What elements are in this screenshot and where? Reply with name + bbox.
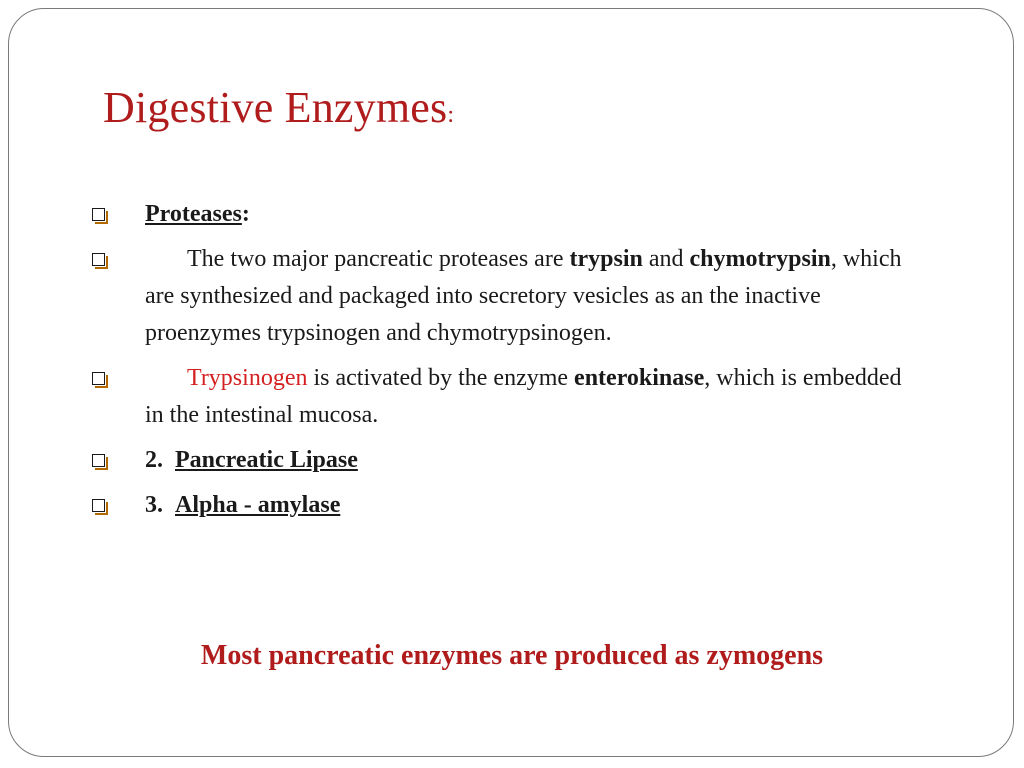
trypsin-term: trypsin — [569, 246, 643, 272]
trypsinogen-term: Trypsinogen — [187, 365, 308, 391]
lipase-number: 2. — [145, 447, 163, 473]
bullet-amylase — [90, 487, 910, 524]
title-text: Digestive Enzymes — [103, 83, 448, 132]
footer-note: Most pancreatic enzymes are produced as zymogens — [200, 640, 824, 671]
checkbox-bullet-icon — [92, 208, 105, 221]
trypsinogen-text-1: is activated by the enzyme — [307, 365, 575, 391]
chymotrypsin-term: chymotrypsin — [689, 246, 831, 272]
bullet-lipase — [90, 442, 910, 479]
bullet-proteases — [90, 196, 910, 233]
bullet-list — [90, 196, 910, 532]
bullet-trypsinogen — [90, 360, 910, 434]
checkbox-bullet-icon — [92, 454, 105, 467]
trypsinogen-text-2: , which is embedded in the intestinal mucosa. — [145, 365, 902, 428]
enterokinase-term: enterokinase — [574, 365, 705, 391]
checkbox-bullet-icon — [92, 372, 105, 385]
trypsin-text-1: The two major pancreatic proteases are — [187, 246, 570, 272]
lipase-label: Pancreatic Lipase — [175, 447, 358, 473]
bullet-trypsin — [90, 241, 910, 352]
slide-title — [103, 82, 454, 133]
trypsin-text-3: , which are synthesized and packaged into secretory vesicles as an the inactive proenzymes trypsinogen and chymotrypsinogen. — [145, 246, 902, 346]
checkbox-bullet-icon — [92, 499, 105, 512]
proteases-colon: : — [241, 201, 250, 227]
amylase-label: Alpha - amylase — [175, 492, 341, 518]
trypsin-text-2: and — [642, 246, 690, 272]
checkbox-bullet-icon — [92, 253, 105, 266]
proteases-heading: Proteases — [145, 201, 242, 227]
amylase-number: 3. — [145, 492, 163, 518]
title-colon: : — [447, 102, 455, 128]
